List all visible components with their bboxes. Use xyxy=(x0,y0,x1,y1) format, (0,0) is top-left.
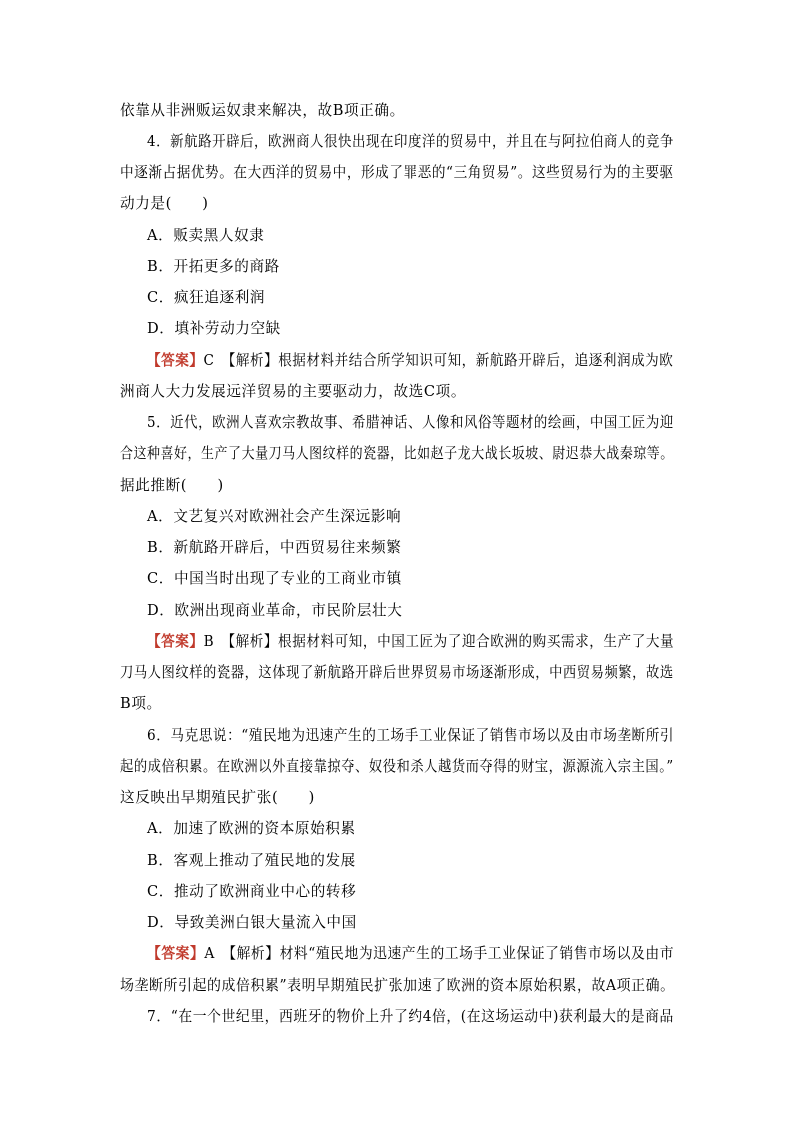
option-c: C．推动了欧洲商业中心的转移 xyxy=(147,883,357,900)
text-line: 刀马人图纹样的瓷器，这体现了新航路开辟后世界贸易市场逐渐形成，中西贸易频繁，故选 xyxy=(120,664,674,681)
option-c: C．中国当时出现了专业的工商业市镇 xyxy=(147,570,402,587)
option-a: A．贩卖黑人奴隶 xyxy=(147,227,265,244)
answer-6 xyxy=(147,944,674,964)
option-d: D．导致美洲白银大量流入中国 xyxy=(147,914,357,931)
answer-5 xyxy=(147,632,674,652)
option-d: D．填补劳动力空缺 xyxy=(147,320,281,337)
answer-text: B 【解析】根据材料可知，中国工匠为了迎合欧洲的购买需求，生产了大量 xyxy=(203,633,675,650)
option-a: A．加速了欧洲的资本原始积累 xyxy=(147,820,356,837)
text-line: 动力是( ) xyxy=(120,195,209,212)
question-4-stem: 4．新航路开辟后，欧洲商人很快出现在印度洋的贸易中，并且在与阿拉伯商人的竞争 xyxy=(147,133,674,150)
text-line: 这反映出早期殖民扩张( ) xyxy=(120,789,315,806)
answer-text: C 【解析】根据材料并结合所学知识可知，新航路开辟后，追逐利润成为欧 xyxy=(203,352,674,369)
option-b: B．开拓更多的商路 xyxy=(147,258,280,275)
text-line: 起的成倍积累。在欧洲以外直接靠掠夺、奴役和杀人越货而夺得的财宝，源源流入宗主国。” xyxy=(120,758,674,775)
option-d: D．欧洲出现商业革命，市民阶层壮大 xyxy=(147,602,403,619)
text-line: B项。 xyxy=(120,695,162,712)
question-7-stem: 7．“在一个世纪里，西班牙的物价上升了约4倍，(在这场运动中)获利最大的是商品 xyxy=(147,1008,674,1025)
answer-4 xyxy=(147,351,673,371)
answer-label: 【答案】 xyxy=(147,633,204,650)
text-line: 场垄断所引起的成倍积累”表明早期殖民扩张加速了欧洲的资本原始积累，故A项正确。 xyxy=(120,977,675,994)
question-5-stem: 5．近代，欧洲人喜欢宗教故事、希腊神话、人像和风俗等题材的绘画，中国工匠为迎 xyxy=(147,414,674,431)
text-line: 洲商人大力发展远洋贸易的主要驱动力，故选C项。 xyxy=(120,383,467,400)
option-b: B．客观上推动了殖民地的发展 xyxy=(147,852,356,869)
option-c: C．疯狂追逐利润 xyxy=(147,289,266,306)
text-line: 依靠从非洲贩运奴隶来解决，故B项正确。 xyxy=(120,102,405,119)
option-b: B．新航路开辟后，中西贸易往来频繁 xyxy=(147,539,402,556)
answer-text: A 【解析】材料“殖民地为迅速产生的工场手工业保证了销售市场以及由市 xyxy=(204,945,675,962)
option-a: A．文艺复兴对欧洲社会产生深远影响 xyxy=(147,508,402,525)
text-line: 合这种喜好，生产了大量刀马人图纹样的瓷器，比如赵子龙大战长坂坡、尉迟恭大战秦琼等。 xyxy=(120,445,674,462)
answer-label: 【答案】 xyxy=(147,945,205,962)
text-line: 中逐渐占据优势。在大西洋的贸易中，形成了罪恶的“三角贸易”。这些贸易行为的主要驱 xyxy=(120,164,674,181)
question-6-stem: 6．马克思说：“殖民地为迅速产生的工场手工业保证了销售市场以及由市场垄断所引 xyxy=(147,727,675,744)
answer-label: 【答案】 xyxy=(147,352,204,369)
text-line: 据此推断( ) xyxy=(120,477,224,494)
